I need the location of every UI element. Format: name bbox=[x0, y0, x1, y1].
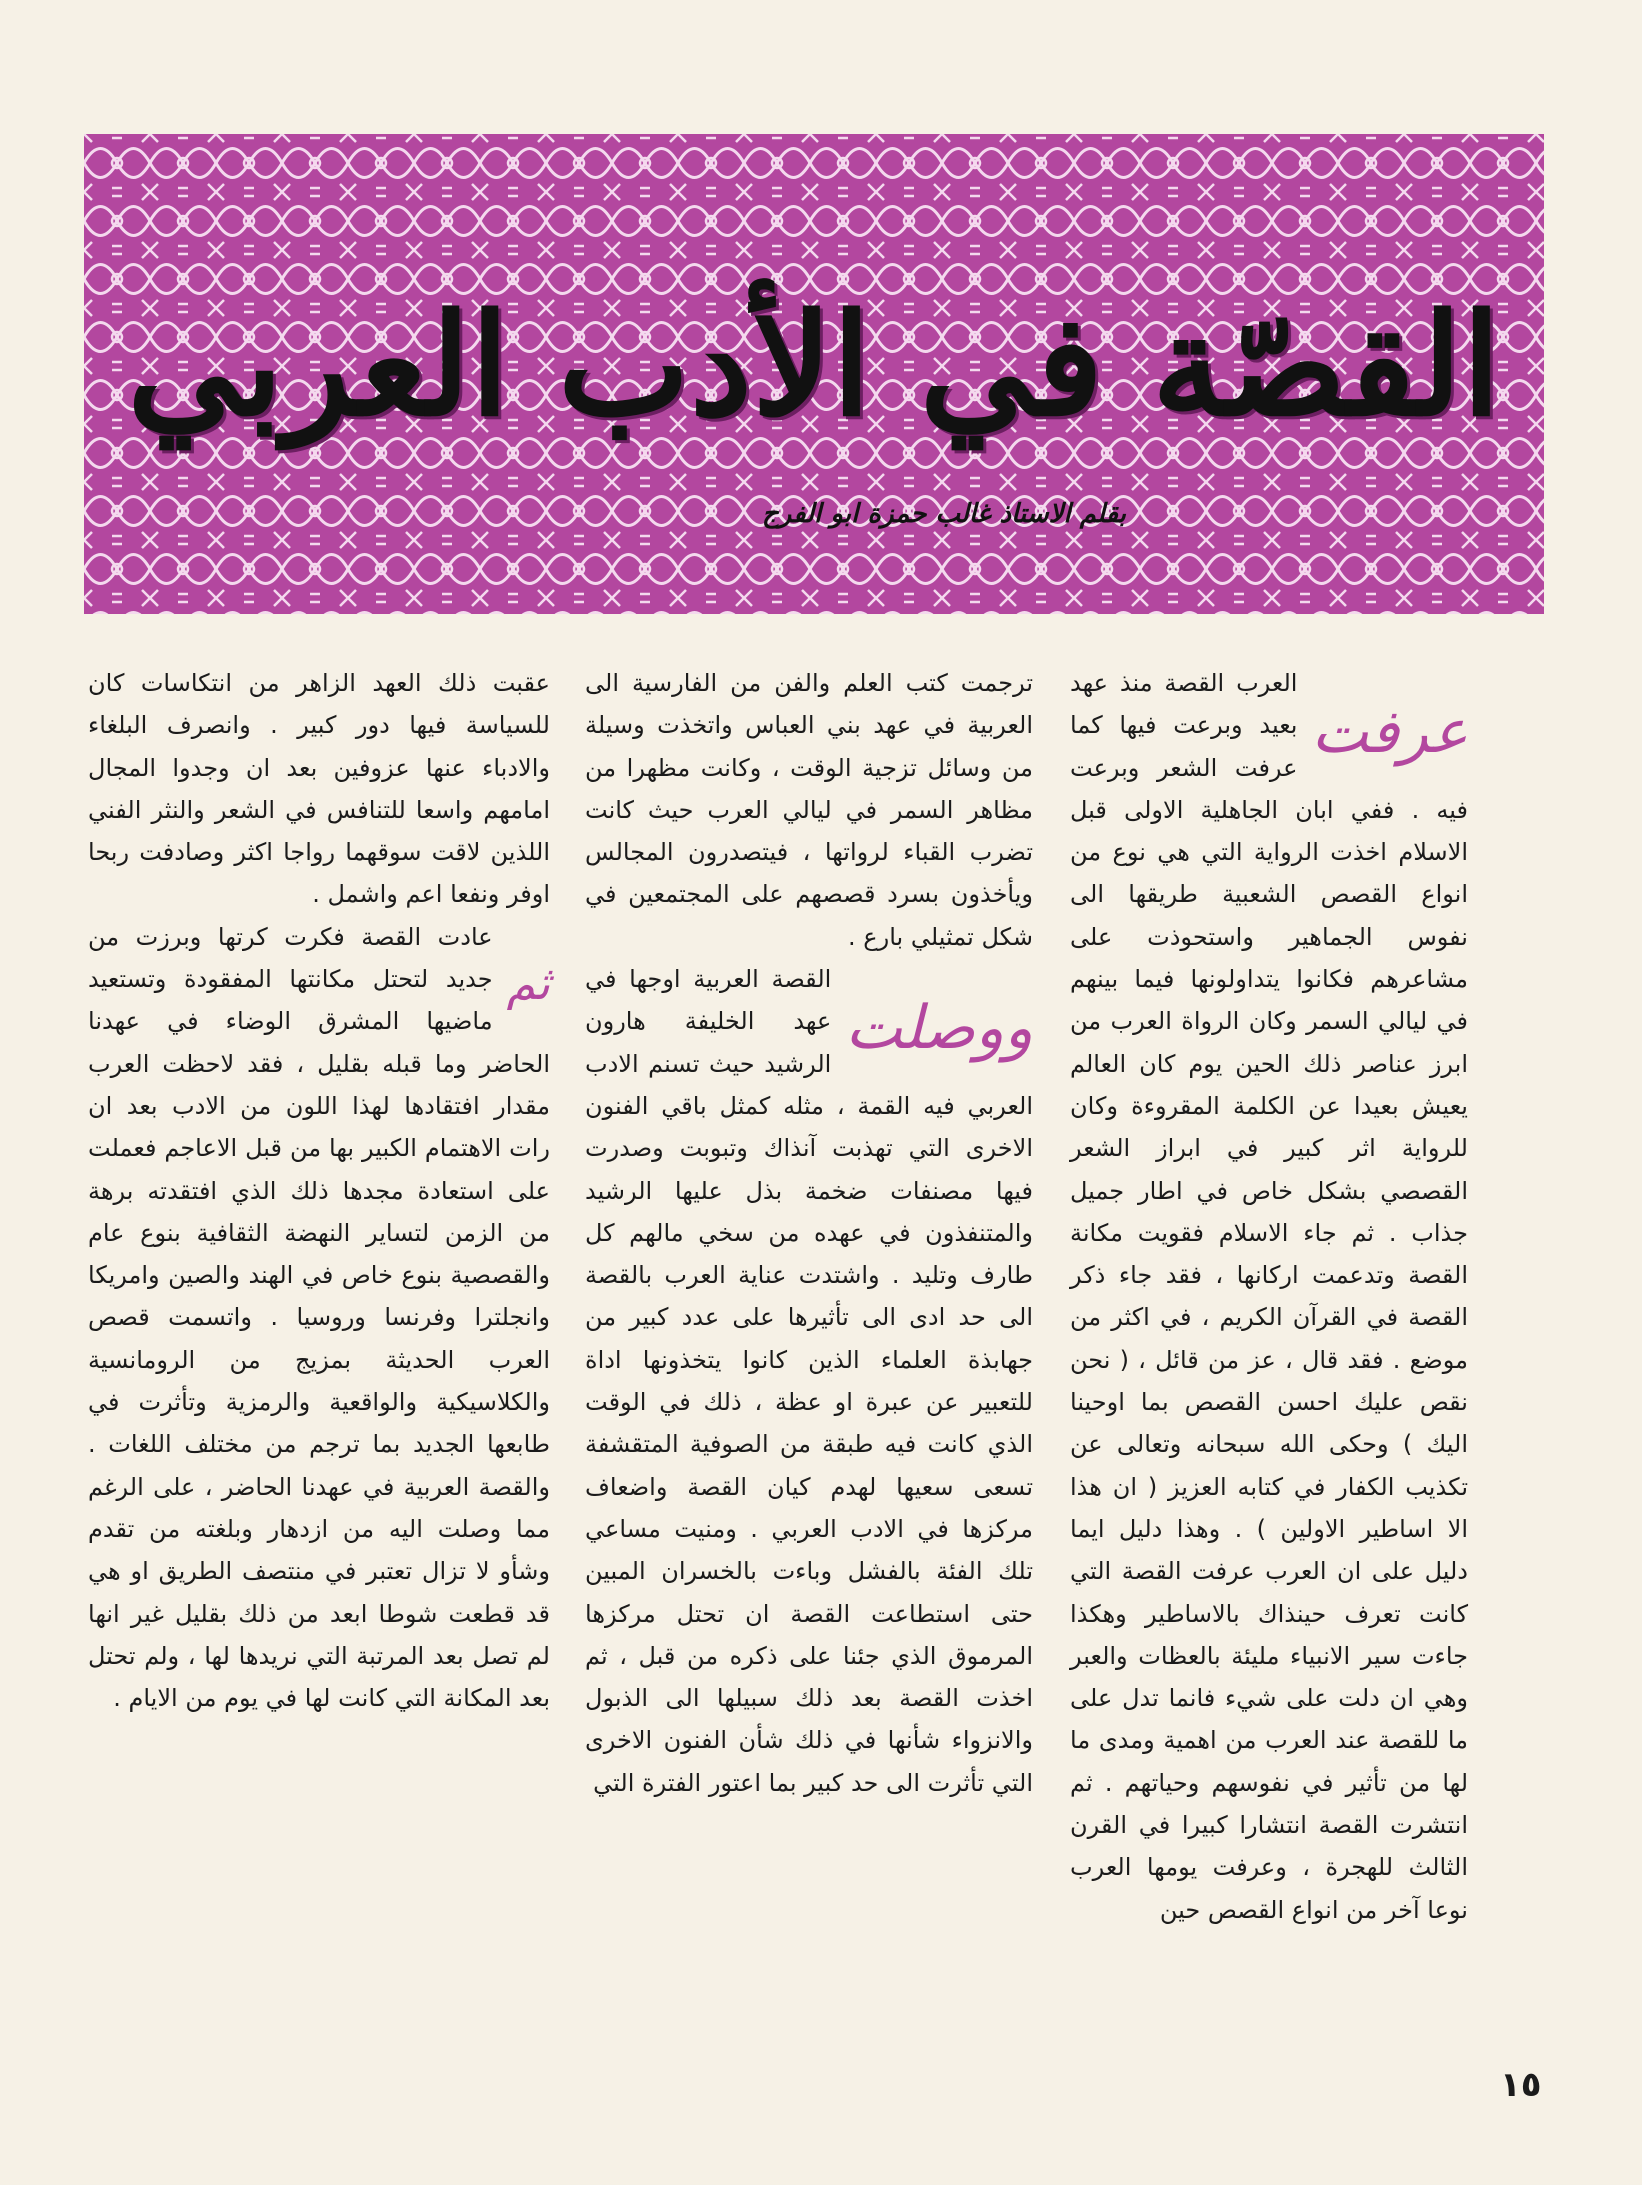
page-title: القصّة في الأدب العربي bbox=[127, 284, 1501, 448]
article-column-2 bbox=[585, 662, 1033, 2082]
dropcap-word: ثم bbox=[506, 955, 550, 1010]
paragraph: العرب القصة منذ عهد بعيد وبرعت فيها كما عرفت الشعر وبرعت فيه . ففي ابان الجاهلية الاولى قبل الاسلام اخذت الرواية التي هي نوع من انواع القصص الشعبية طريقها الى نفوس الجماهير واستحوذت على مشاعرهم فكانوا يتداولونها فيما بينهم في ليالي السمر وكان الرواة العرب من ابرز عناصر ذلك الحين يوم كان العالم يعيش بعيدا عن الكلمة المقروءة وكان للرواية اثر كبير في ابراز الشعر القصصي بشكل خاص في اطار جميل جذاب . ثم جاء الاسلام فقويت مكانة القصة وتدعمت اركانها ، فقد جاء ذكر القصة في القرآن الكريم ، في اكثر من موضع . فقد قال ، عز من قائل ، ( نحن نقص عليك احسن القصص بما اوحينا اليك ) وحكى الله سبحانه وتعالى عن تكذيب الكفار في كتابه العزيز ( ان هذا الا اساطير الاولين ) . وهذا دليل ايما دليل على ان العرب عرفت القصة التي كانت تعرف حينذاك بالاساطير وهكذا جاءت سير الانبياء مليئة بالعظات والعبر وهي ان دلت على شيء فانما تدل على ما للقصة عند العرب من اهمية ومدى ما لها من تأثير في نفوسهم وحياتهم . ثم انتشرت القصة انتشارا كبيرا في القرن الثالث للهجرة ، وعرفت يومها العرب نوعا آخر من انواع القصص حين bbox=[1070, 669, 1468, 1924]
paragraph: ترجمت كتب العلم والفن من الفارسية الى العربية في عهد بني العباس واتخذت وسيلة من وسائل تزجية الوقت ، وكانت مظهرا من مظاهر السمر في ليالي العرب حيث كانت تضرب القباء لرواتها ، فيتصدرون المجالس ويأخذون بسرد قصصهم على المجتمعين في شكل تمثيلي بارع . bbox=[585, 669, 1033, 951]
paragraph: عادت القصة فكرت كرتها وبرزت من جديد لتحتل مكانتها المفقودة وتستعيد ماضيها المشرق الوضاء في عهدنا الحاضر وما قبله بقليل ، فقد لاحظت العرب مقدار افتقادها لهذا اللون من الادب بعد ان رات الاهتمام الكبير بها من قبل الاعاجم فعملت على استعادة مجدها ذلك الذي افتقدته برهة من الزمن لتساير النهضة الثقافية بنوع عام والقصصية بنوع خاص في الهند والصين وامريكا وانجلترا وفرنسا وروسيا . واتسمت قصص العرب الحديثة بمزيج من الرومانسية والكلاسيكية والواقعية والرمزية وتأثرت في طابعها الجديد بما ترجم من مختلف اللغات . والقصة العربية في عهدنا الحاضر ، على الرغم مما وصلت اليه من ازدهار وبلغته من تقدم وشأو لا تزال تعتبر في منتصف الطريق او هي قد قطعت شوطا ابعد من ذلك بقليل غير انها لم تصل بعد المرتبة التي نريدها لها ، ولم تحتل بعد المكانة التي كانت لها في يوم من الايام . bbox=[88, 922, 550, 1713]
paragraph: القصة العربية اوجها في عهد الخليفة هارون الرشيد حيث تسنم الادب العربي فيه القمة ، مثله كمثل باقي الفنون الاخرى التي تهذبت آنذاك وتبوبت وصدرت فيها مصنفات ضخمة بذل عليها الرشيد والمتنفذون في عهده من سخي مالهم كل طارف وتليد . واشتدت عناية العرب بالقصة الى حد ادى الى تأثيرها على عدد كبير من جهابذة العلماء الذين كانوا يتخذونها اداة للتعبير عن عبرة او عظة ، ذلك في الوقت الذي كانت فيه طبقة من الصوفية المتقشفة تسعى سعيها لهدم كيان القصة واضعاف مركزها في الادب العربي . ومنيت مساعي تلك الفئة بالفشل وباءت بالخسران المبين حتى استطاعت القصة ان تحتل مركزها المرموق الذي جئنا على ذكره من قبل ، ثم اخذت القصة بعد ذلك سبيلها الى الذبول والانزواء شأنها في ذلك شأن الفنون الاخرى التي تأثرت الى حد كبير بما اعتور الفترة التي bbox=[585, 965, 1033, 1797]
article-column-3 bbox=[88, 662, 550, 2082]
dropcap-word: ووصلت bbox=[845, 993, 1033, 1064]
paragraph: عقبت ذلك العهد الزاهر من انتكاسات كان للسياسة فيها دور كبير . وانصرف البلغاء والادباء عنها عزوفين بعد ان وجدوا المجال امامهم واسعا للتنافس في الشعر والنثر الفني اللذين لاقت سوقهما رواجا اكثر وصادفت ربحا اوفر ونفعا اعم واشمل . bbox=[88, 669, 550, 909]
article-column-1 bbox=[1070, 662, 1468, 2082]
title-banner bbox=[84, 134, 1544, 614]
page-number: ١٥ bbox=[1500, 2065, 1542, 2105]
author-byline: بقلم الاستاذ غالب حمزة ابو الفرج bbox=[761, 499, 1127, 529]
dropcap-word: عرفت bbox=[1311, 697, 1468, 767]
